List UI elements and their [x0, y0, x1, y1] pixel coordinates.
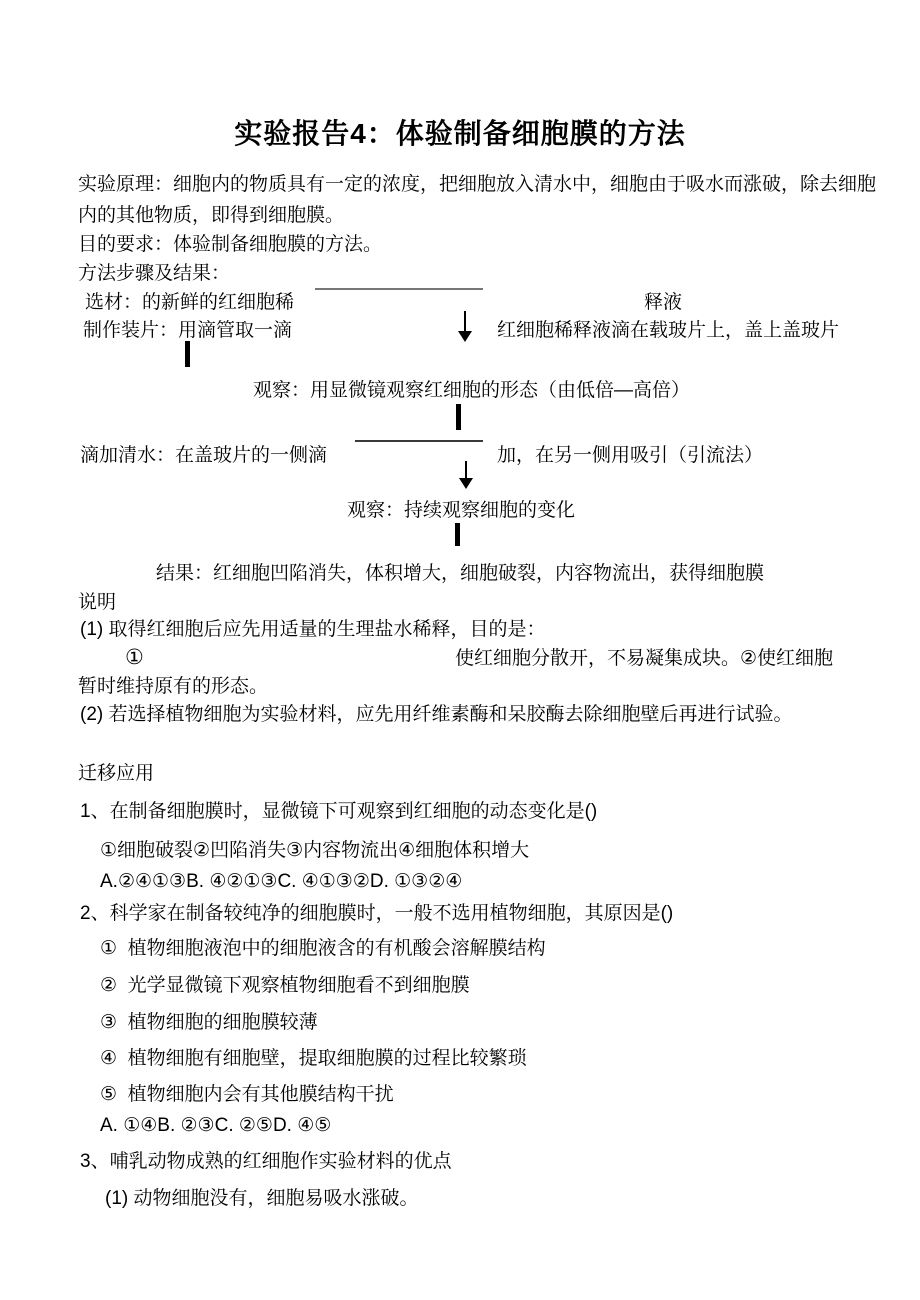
flow-connector-bar: [185, 341, 190, 367]
question-1-answers: A.②④①③B. ④②①③C. ④①③②D. ①③②④: [100, 871, 463, 892]
question-2: 2、科学家在制备较纯净的细胞膜时，一般不选用植物细胞，其原因是(): [80, 903, 674, 924]
fill-blank-line-water: [355, 440, 483, 442]
question-1: 1、在制备细胞膜时，显微镜下可观察到红细胞的动态变化是(): [80, 801, 598, 822]
note-1-sub-number: ①: [125, 646, 144, 669]
flow-connector-bar: [455, 523, 460, 546]
item-number: ④: [100, 1048, 118, 1069]
purpose-line: 目的要求：体验制备细胞膜的方法。: [78, 234, 383, 255]
question-2-item: [100, 1043, 527, 1074]
item-number: ②: [100, 975, 118, 996]
page-title: 实验报告4：体验制备细胞膜的方法: [234, 118, 686, 149]
fill-blank-line-select: [315, 288, 483, 290]
item-text: 植物细胞液泡中的细胞液含的有机酸会溶解膜结构: [127, 938, 546, 959]
question-2-item: [100, 970, 470, 1001]
note-2: (2) 若选择植物细胞为实验材料，应先用纤维素酶和呆胶酶去除细胞壁后再进行试验。: [80, 704, 793, 725]
item-text: 植物细胞有细胞壁，提取细胞膜的过程比较繁琐: [127, 1048, 527, 1069]
item-text: 植物细胞的细胞膜较薄: [127, 1012, 318, 1033]
principle-paragraph: 实验原理：细胞内的物质具有一定的浓度，把细胞放入清水中，细胞由于吸水而涨破，除去细胞内的其他物质，即得到细胞膜。: [78, 174, 877, 226]
flow-select-left: 选材：的新鲜的红细胞稀: [85, 292, 295, 313]
transfer-header: 迁移应用: [78, 763, 155, 784]
note-1: (1) 取得红细胞后应先用适量的生理盐水稀释，目的是：: [80, 619, 546, 640]
flow-water-left: 滴加清水：在盖玻片的一侧滴: [80, 445, 328, 466]
question-2-item: [100, 933, 546, 964]
item-number: ⑤: [100, 1084, 118, 1105]
flow-connector-bar: [456, 404, 461, 430]
flow-select-right: 释液: [644, 292, 683, 313]
note-1-sub-text: 使红细胞分散开，不易凝集成块。②使红细胞: [455, 648, 834, 669]
question-2-answers: A. ①④B. ②③C. ②⑤D. ④⑤: [100, 1115, 332, 1136]
flow-water-right: 加，在另一侧用吸引（引流法）: [497, 445, 764, 466]
question-2-item: [100, 1007, 318, 1038]
notes-header: 说明: [78, 592, 117, 613]
question-1-options: ①细胞破裂②凹陷消失③内容物流出④细胞体积增大: [100, 840, 530, 861]
steps-header: 方法步骤及结果：: [78, 263, 231, 284]
flow-result: 结果：红细胞凹陷消失，体积增大，细胞破裂，内容物流出，获得细胞膜: [156, 563, 765, 584]
question-3-sub: (1) 动物细胞没有，细胞易吸水涨破。: [105, 1188, 419, 1209]
flow-observe-shape: 观察：用显微镜观察红细胞的形态（由低倍—高倍）: [253, 380, 691, 401]
arrow-down-icon: [458, 461, 474, 489]
question-2-item: [100, 1079, 394, 1110]
note-1-continued: 暂时维持原有的形态。: [78, 676, 269, 697]
question-3: 3、哺乳动物成熟的红细胞作实验材料的优点: [80, 1151, 452, 1172]
item-text: 光学显微镜下观察植物细胞看不到细胞膜: [127, 975, 470, 996]
item-text: 植物细胞内会有其他膜结构干扰: [127, 1084, 394, 1105]
item-number: ①: [100, 938, 118, 959]
arrow-down-icon: [457, 311, 473, 342]
flow-observe-change: 观察：持续观察细胞的变化: [347, 500, 576, 521]
flow-slide-left: 制作装片：用滴管取一滴: [83, 320, 293, 341]
item-number: ③: [100, 1012, 118, 1033]
flow-slide-right: 红细胞稀释液滴在载玻片上，盖上盖玻片: [497, 320, 840, 341]
